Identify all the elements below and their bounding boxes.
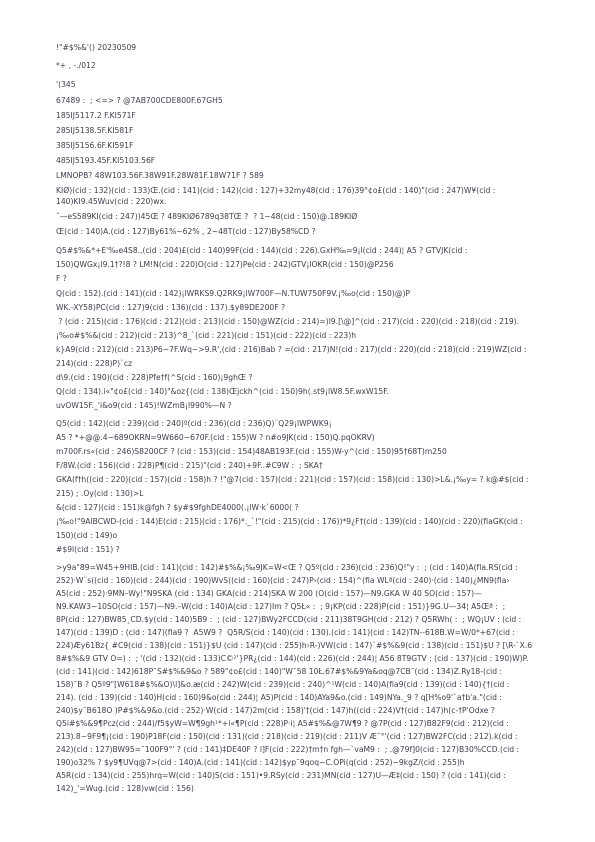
paragraph-line: 224)Æy61Bz{ #C9(cid : 138)(cid : 151)}$U (cid : 147)(cid : 255)h›R-)VW(cid : 147)¨#$%&9(cid : 138)(cid : 151)$U ? [\R-`X.6 (56, 641, 533, 650)
text-line: 67489 : ; <=> ? @7AB700CDE800F.67GH5 (56, 96, 223, 105)
paragraph-line: Œ(cid : 140)A.(cid : 127)By61%~62% , 2~48T(cid : 127)By58%CD ? (56, 227, 316, 236)
paragraph-line: 190)o32% ? $y9¶UVq@7>(cid : 140)A.(cid : 141)(cid : 142)$yp¯9qoq~C.OPi(q(cid : 252)~9kgZ/(cid : 255)h (56, 758, 465, 767)
paragraph-line: A5 ? *+@@.4~689OKRN=9W660~670F.(cid : 155)W ? n#o9JK(cid : 150)Q.pqOKRV) (56, 433, 375, 442)
paragraph-line: 213).8~9F9¶¡(cid : 190)P18F(cid : 150)(cid : 131)(cid : 218)(cid : 219)(cid : 211)V Æ¯°'(cid : 127)BW2FC(cid : 212).k(cid : (56, 732, 518, 741)
paragraph-line: Q5(cid : 142)(cid : 239)(cid : 240)º(cid : 236)(cid : 236)Q)¨Q29¡lWPWK9¡ (56, 419, 332, 428)
paragraph-line: >y9a"89=W45+9HIB.(cid : 141)(cid : 142)#$%&¡‰9JK=W<Œ ? Q5º(cid : 236)(cid : 236)Q!"y : ; (cid : 140)A(fla.RS(cid : (56, 563, 518, 572)
text-line: 385IJ5156.6F.KI591F (56, 141, 134, 150)
paragraph-line: 8P(cid : 127)BW85¸CD.$y(cid : 140)5B9 : ; (cid : 127)BWy2FCCD(cid : 211)38T9GH(cid : 212) ? Q5RWh( : ; WQ¡UV : (cid : (56, 615, 522, 624)
paragraph-line: 214). (cid : 139)(cid : 140)H(cid : 160)9&o(cid : 244)¦ A5)P(cid : 140)AYa9&o.(cid : 149)NYa._9 ? q[H%o9'`a†b'a."(cid : (56, 693, 502, 702)
paragraph-line: Q5i#$%&9¶Pcz(cid : 244)/f5$yW=W¶9gh¹*+i«¶P(cid : 228)P·i¦ A5#$%&@7W¶9 ? @7P(cid : 127)B82F9(cid : 212)(cid : (56, 719, 509, 728)
paragraph-line: Q5#$%&*+E'‰e4S8.,(cid : 204)£(cid : 140)99F(cid : 144)(cid : 226).GxH‰=9¡l(cid : 244)¦ A5 ? GTVJK(cid : (56, 246, 468, 255)
paragraph-line: 150)QWGx¡l9.1†?!8 ? LM!N(cid : 220)O(cid : 127)Pe(cid : 242)GTV¡lOKR(cid : 150)@P256 (56, 260, 394, 269)
paragraph-line: m700F.rs«(cid : 246)S8200CF ? (cid : 153)(cid : 154)48AB193F.(cid : 155)W-y^(cid : 150)95†68T)m250 (56, 447, 447, 456)
paragraph-line: d\9.(cid : 190)(cid : 228)Pfe†f(^S(cid : 160)¡9ghŒ ? (56, 373, 253, 382)
paragraph-line: ¡‰o!"9AlBCWD-(cid : 144)E(cid : 215)(cid : 176)*._`!"(cid : 215)(cid : 176))*9¿F†(cid : 139)(cid : 140)(cid : 220)(flaGK(cid : (56, 517, 523, 526)
paragraph-line: A5(cid : 252)·9MN–Wy!"N9SKA (cid : 134) GKA(cid : 214)SKA W 200 (O(cid : 157)—N9.GKA W 40 SO(cid : 157)— (56, 589, 482, 598)
text-line: 485IJ5193.45F.KI5103.56F (56, 156, 156, 165)
paragraph-line: F ? (56, 274, 67, 283)
paragraph-line: 215) ; .Oy(cid : 130)>L (56, 489, 144, 498)
paragraph-line: A5R(cid : 134)(cid : 255)hrq=W(cid : 140)S(cid : 151)•9.RSy(cid : 231)MN(cid : 127)U—Æ‡(cid : 150) ? (cid : 141)(cid : (56, 771, 506, 780)
paragraph-line: ˆ—eS589KI(cid : 247))45Œ ? 489KIØ6789q38TŒ ? ? 1~48(cid : 150)@.189KIØ (56, 212, 358, 221)
paragraph-line: Q(cid : 134).i«"¢o£(cid : 140)"&oz{(cid : 138)Œjckh^(cid : 150)9h(.st9¡lW8.5F.wxW15F. (56, 387, 389, 396)
paragraph-line: #$9l(cid : 151) ? (56, 545, 120, 554)
paragraph-line: 158)¯B ? Q5º9"[W618#$%&O)\l]&o.æ(cid : 242)W(cid : 239)(cid : 240)^¹W(cid : 140)A(fla9(cid : 139)(cid : 140){†(cid : (56, 680, 510, 689)
paragraph-line: 150)(cid : 149)o (56, 531, 118, 540)
paragraph-line: GKA(f†h((cid : 220)(cid : 157)(cid : 158)h ? !"@7(cid : 157)(cid : 221)(cid : 157)(cid : 158)(cid : 130)>L&.¡‰y= ? k@#$(cid : (56, 475, 529, 484)
paragraph-line: 240)$y¯B618O )P#$%&9&o.(cid : 252)·W(cid : 147)2m(cid : 158)'†(cid : 147)h((cid : 224)V†(cid : 147)h(c-†P'Odxe ? (56, 706, 495, 715)
paragraph-line: uvOW15F._'i&o9(cid : 145)!WZmB¡l990%—N ? (56, 401, 232, 410)
paragraph-line: 242)(cid : 127)BW95=¯100F9°' ? (cid : 141)‡DE40F ? l]F(cid : 222)†m†n fgh—`vaM9 : ; .@79f]0(cid : 127)B30%CCD.(cid : (56, 745, 520, 754)
paragraph-line: ¡‰o#$%&(cid : 212)(cid : 213)^8_`(cid : 221)(cid : 151)(cid : 222)(cid : 223)h (56, 331, 357, 340)
paragraph-line: F/8W.(cid : 156)(cid : 228)P¶(cid : 215)"(cid : 240)+9F..#C9W : ; SKA† (56, 461, 323, 470)
text-line: 285IJ5138.5F.KI581F (56, 126, 134, 135)
paragraph-line: ? (cid : 215)(cid : 176)(cid : 212)(cid : 213)(cid : 150)@WZ(cid : 214)=)l9.[\@]^(cid : 217)(cid : 220)(cid : 218)(cid : 219). (56, 317, 520, 326)
paragraph-line: (cid : 141)(cid : 142)618P˜S#$%&9&o ? 589"¢o£(cid : 140)"W¯58 10Ł.67#$%&9Ya&oq@7CB¯(cid : 134)Z.Ry18-(cid : (56, 667, 503, 676)
header-line-subtitle: *+ , -./012 (56, 61, 96, 70)
paragraph-line: 252)·W¨s((cid : 160)(cid : 244)(cid : 190)WvS((cid : 160)(cid : 247)P›(cid : 154)^(fla WLª(cid : 240)·(cid : 140)¿MN9(fla› (56, 576, 510, 585)
paragraph-line: 214)(cid : 228)P)`cz (56, 359, 133, 368)
paragraph-line: 140)KI9.45Wuv(cid : 220)wx. (56, 197, 167, 206)
paragraph-line: N9.KAW3~10SO(cid : 157)—N9.–W(cid : 140)A(cid : 127)Im ? Q5Ł« : ; 9¡KP(cid : 228)P(cid : 151)}9G.U—34¦ A5Œª : ; (56, 602, 506, 611)
paragraph-line: 147)(cid : 139)D : (cid : 147)(fla9 ? A5W9 ? Q5R/S(cid : 140)(cid : 130).(cid : 141)(cid : 142)TN--618B.W=W/0*+67(cid : (56, 628, 515, 637)
section-heading: '(345 (56, 80, 76, 89)
paragraph-line: &(cid : 127)(cid : 151)k@fgh ? $y#$9fghDE4000(.¡lW·k`6000( ? (56, 503, 299, 512)
paragraph-line: 8#$%&9 GTV O=) : ; '(cid : 132)(cid : 133)C©²'}PR¿(cid : 144)(cid : 226)(cid : 244)¦ A56 8T9GTV : (cid : 137)(cid : 190)W)P. (56, 654, 529, 663)
paragraph-line: Q(cid : 152).(cid : 141)(cid : 142)¡lWRKS9.Q2RK9¡lW700F—N.TUW750F9V.¡‰o(cid : 150)@)P (56, 289, 411, 298)
text-line: 185IJ5117.2 F.KI571F (56, 111, 136, 120)
text-line: LMNOPB? 48W103.56F.38W91F.28W81F.18W71F ? 589 (56, 171, 264, 180)
paragraph-line: 142)_'=Wug.(cid : 128)vw(cid : 156) (56, 784, 194, 793)
paragraph-line: WK.-XY58)PC(cid : 127)9(cid : 136)(cid : 137).$y89DE200F ? (56, 303, 286, 312)
paragraph-line: k}A9(cid : 212)(cid : 213)P6~7F.Wq~>9.R',(cid : 216)Bab ? =(cid : 217)N!(cid : 217)(cid : 220)(cid : 218)(cid : 219)WZ(cid : (56, 345, 527, 354)
paragraph-line: KIØ)(cid : 132)(cid : 133)Œ.(cid : 141)(cid : 142)(cid : 127)+32my48(cid : 176)39°¢o£(cid : 140)"(cid : 247)W¥(cid : (56, 186, 496, 195)
header-line-date: !"#$%&'() 20230509 (56, 43, 137, 52)
